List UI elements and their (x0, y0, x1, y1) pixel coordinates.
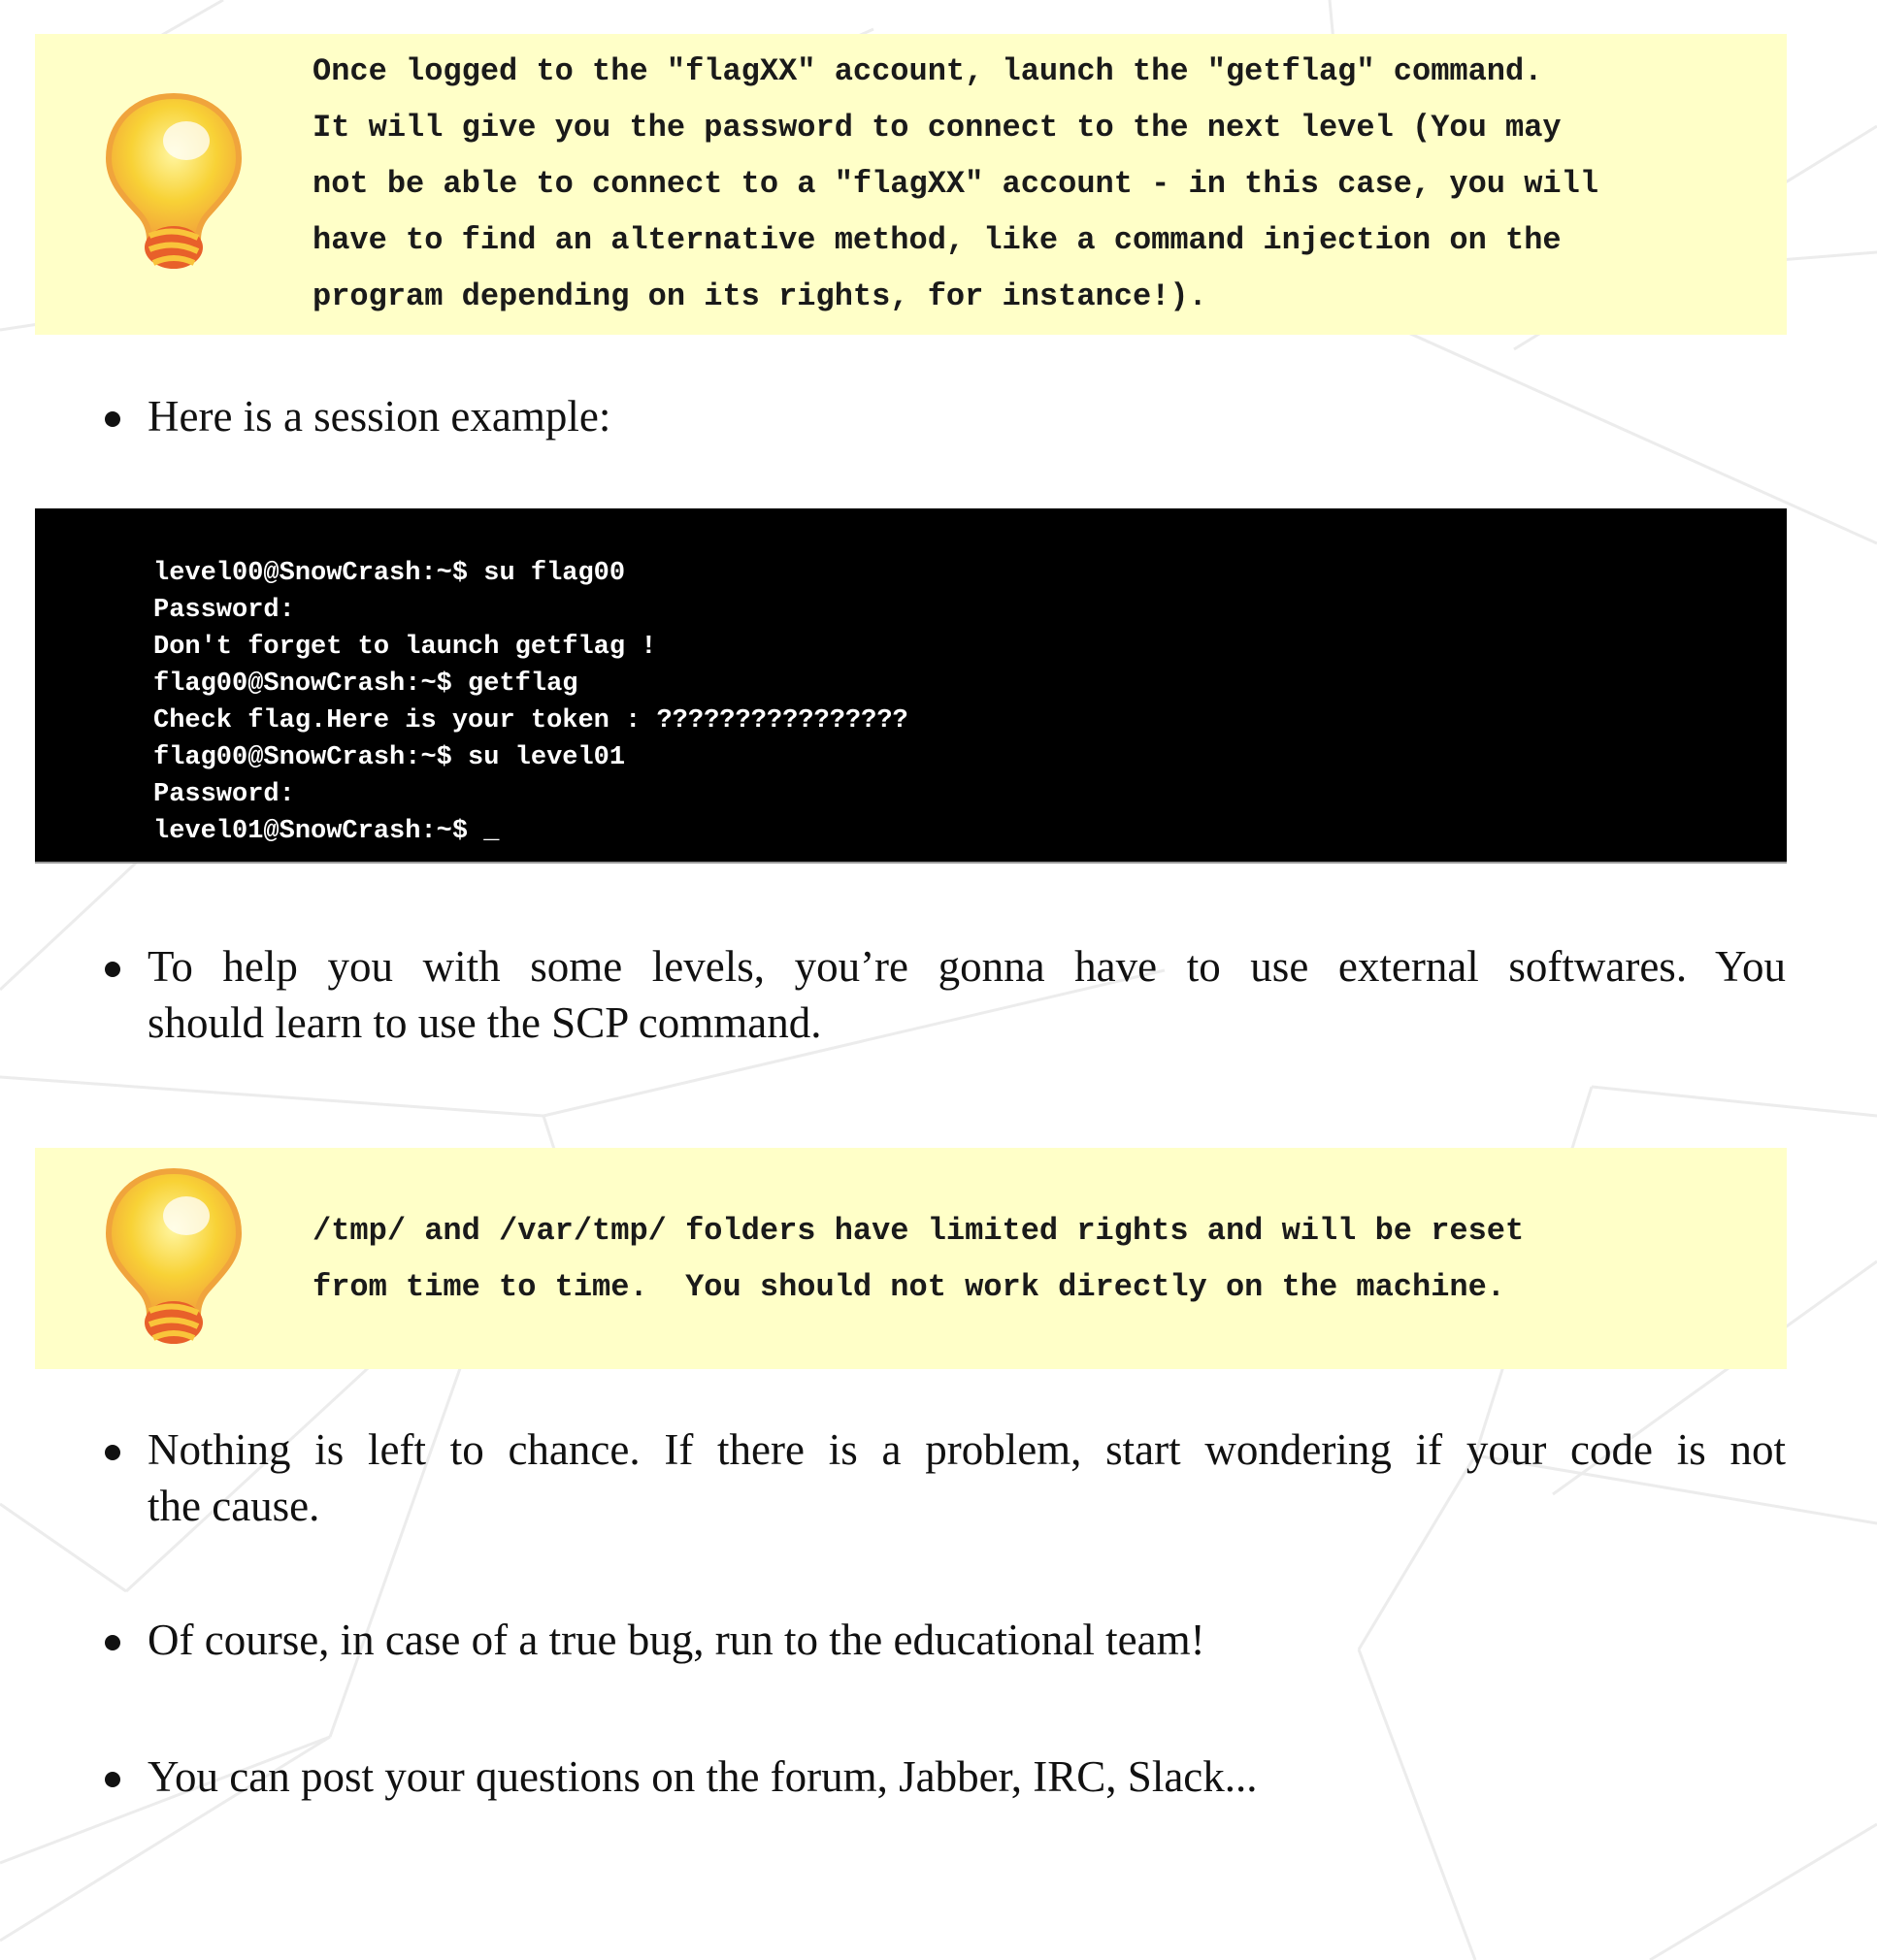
hint-line: Once logged to the "flagXX" account, launch the "getflag" command. (313, 53, 1543, 89)
hint-box-tmp-folders (35, 1148, 1787, 1369)
list-item-text: should learn to use the SCP command. (148, 998, 822, 1047)
hint-line: It will give you the password to connect to the next level (You may (313, 110, 1562, 146)
list-item-text: the cause. (148, 1482, 320, 1530)
terminal-line: flag00@SnowCrash:~$ getflag (153, 670, 578, 699)
bullet-dot (105, 1772, 120, 1787)
list-item-text: Here is a session example: (148, 392, 611, 441)
terminal-line: Password: (153, 596, 295, 625)
hint-line: from time to time. You should not work directly on the machine. (313, 1269, 1505, 1305)
hint-line: program depending on its rights, for instance!). (313, 278, 1207, 314)
list-item-text: You can post your questions on the forum, Jabber, IRC, Slack... (148, 1752, 1258, 1801)
terminal-session-example (35, 508, 1787, 864)
bullet-dot (105, 411, 120, 427)
lightbulb-icon (101, 1165, 247, 1350)
bullet-dot (105, 1635, 120, 1650)
list-item-text: Nothing is left to chance. If there is a problem, start wondering if your code is not (148, 1425, 1786, 1474)
terminal-line: flag00@SnowCrash:~$ su level01 (153, 743, 626, 772)
terminal-line: level01@SnowCrash:~$ _ (153, 817, 500, 846)
hint-box-login (35, 34, 1787, 335)
hint-line: /tmp/ and /var/tmp/ folders have limited rights and will be reset (313, 1213, 1525, 1249)
terminal-line: Don't forget to launch getflag ! (153, 633, 657, 662)
terminal-line: level00@SnowCrash:~$ su flag00 (153, 559, 626, 588)
hint-line: have to find an alternative method, like a command injection on the (313, 222, 1562, 258)
lightbulb-icon (101, 90, 247, 275)
list-item-text: To help you with some levels, you’re gonna have to use external softwares. You (148, 942, 1786, 991)
list-item-text: Of course, in case of a true bug, run to the educational team! (148, 1616, 1205, 1664)
bullet-dot (105, 962, 120, 977)
hint-line: not be able to connect to a "flagXX" account - in this case, you will (313, 166, 1599, 202)
terminal-line: Check flag.Here is your token : ???????????????? (153, 706, 908, 735)
terminal-line: Password: (153, 780, 295, 809)
bullet-dot (105, 1445, 120, 1460)
